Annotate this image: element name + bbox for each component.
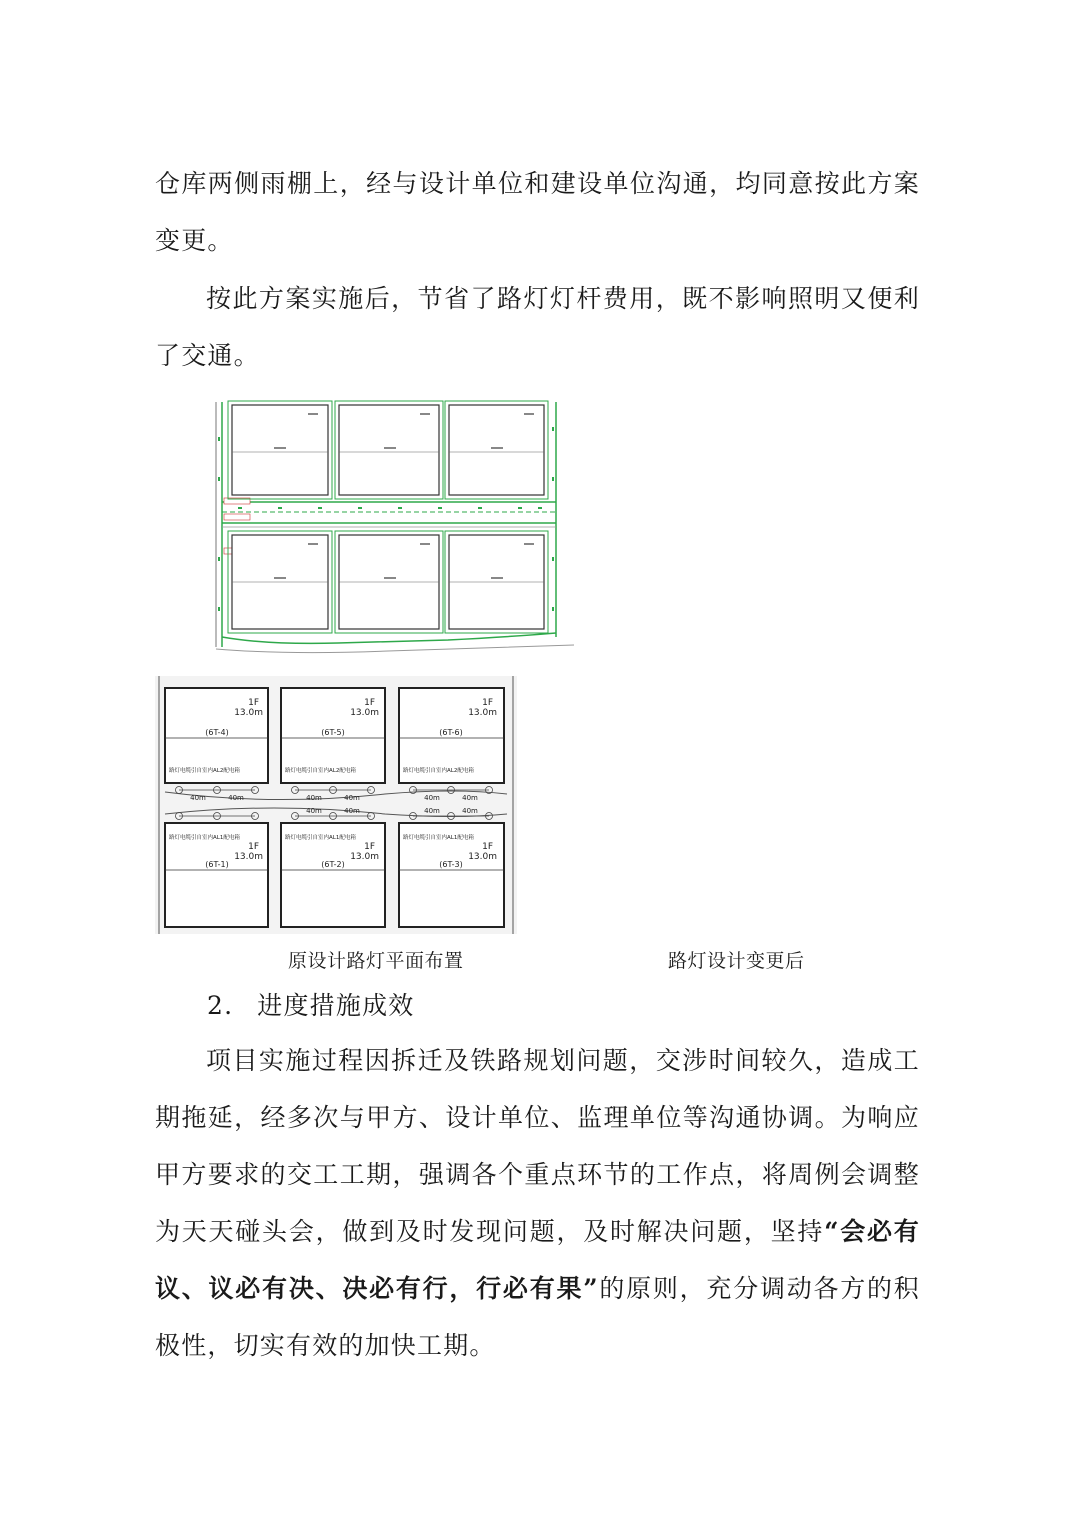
distance-label: 40m [306,794,322,802]
floor-label: 1F [482,698,493,708]
height-label: 13.0m [468,708,497,718]
cable-note: 路灯电缆引自室内AL2配电箱 [169,768,240,774]
cable-note: 路灯电缆引自室内AL1配电箱 [169,835,240,841]
distance-label: 40m [424,807,440,815]
changed-layout-drawing [155,676,517,934]
section-title: 进度措施成效 [257,991,415,1020]
paragraph-2: 按此方案实施后，节省了路灯灯杆费用，既不影响照明又便利了交通。 [155,284,920,370]
building-label: (6T-2) [321,860,345,869]
distance-label: 40m [190,794,206,802]
height-label: 13.0m [234,852,263,862]
original-layout-drawing [208,397,574,655]
paragraph-1: 仓库两侧雨棚上，经与设计单位和建设单位沟通，均同意按此方案变更。 [155,169,920,255]
floor-label: 1F [248,842,259,852]
cable-note: 路灯电缆引自室内AL1配电箱 [403,835,474,841]
section-body [155,1032,920,1374]
distance-label: 40m [344,794,360,802]
floor-label: 1F [364,698,375,708]
floor-label: 1F [364,842,375,852]
body-text: 的原则，充分调动各方的积极性，切实有效的加快工期。 [155,1274,920,1360]
distance-label: 40m [344,807,360,815]
floor-label: 1F [248,698,259,708]
principle-text: “会必有议、议必有决、决必有行，行必有果” [155,1217,920,1303]
cable-note: 路灯电缆引自室内AL2配电箱 [285,768,356,774]
distance-label: 40m [306,807,322,815]
distance-label: 40m [424,794,440,802]
building-label: (6T-5) [321,728,345,737]
section-number: 2. [207,991,234,1020]
original-layout-caption: 原设计路灯平面布置 [288,950,464,972]
changed-layout-caption: 路灯设计变更后 [668,950,805,972]
height-label: 13.0m [234,708,263,718]
section-heading [207,977,414,1034]
height-label: 13.0m [350,708,379,718]
height-label: 13.0m [350,852,379,862]
distance-label: 40m [462,794,478,802]
building-label: (6T-3) [439,860,463,869]
cable-note: 路灯电缆引自室内AL2配电箱 [403,768,474,774]
building-label: (6T-1) [205,860,229,869]
floor-label: 1F [482,842,493,852]
distance-label: 40m [228,794,244,802]
building-label: (6T-6) [439,728,463,737]
cable-note: 路灯电缆引自室内AL1配电箱 [285,835,356,841]
body-text: 项目实施过程因拆迁及铁路规划问题，交涉时间较久，造成工期拖延，经多次与甲方、设计单位、监理单位等沟通协调。为响应甲方要求的交工工期，强调各个重点环节的工作点，将周例会调整为天天碰头会，做到及时发现问题，及时解决问题，坚持 [155,1046,920,1246]
distance-label: 40m [462,807,478,815]
height-label: 13.0m [468,852,497,862]
building-label: (6T-4) [205,728,229,737]
